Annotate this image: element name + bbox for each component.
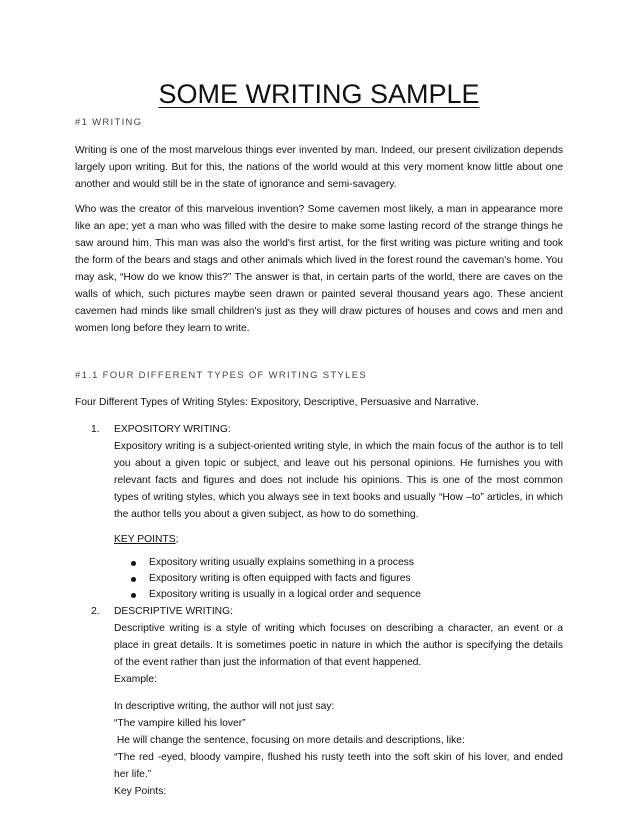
page-title-text: SOME WRITING SAMPLE [158, 79, 480, 109]
example-intro: In descriptive writing, the author will not just say: [114, 701, 335, 712]
bullet-text: Expository writing is often equipped with facts and figures [149, 573, 411, 584]
bullet-item [114, 587, 563, 603]
key-points-heading [114, 531, 563, 548]
list-item-title: EXPOSITORY WRITING: [114, 424, 231, 435]
paragraph-styles-intro: Four Different Types of Writing Styles: Expository, Descriptive, Persuasive and Narrative. [75, 397, 479, 408]
bullet-icon [131, 593, 136, 598]
list-item-description: Descriptive writing is a style of writing which focuses on describing a character, an event or a place in great details. It is sometimes poetic in nature in which the author is specifying the details of the event rather than just the information of that event happened. [114, 623, 563, 668]
key-points-suffix: ; [175, 534, 179, 545]
bullet-item [114, 571, 563, 587]
bullet-item [114, 555, 563, 571]
bullet-icon [131, 561, 136, 566]
page-title [75, 78, 563, 110]
paragraph-writing-creator: Who was the creator of this marvelous invention? Some cavemen most likely, a man in appearance more like an ape; yet a man who was filled with the desire to make some lasting record of the strange things he saw around him. This man was also the world's first artist, for the first writing was picture writing and took the form of the bears and stags and other animals which lived in the forest round the caveman's home. You may ask, “How do we know this?” The answer is that, in certain parts of the world, there are caves on the walls of which, such pictures maybe seen drawn or painted several thousand years ago. These ancient cavemen had minds like small children's just as they will draw pictures of houses and cows and men and women long before they learn to write. [75, 204, 563, 334]
list-item-descriptive [75, 603, 563, 800]
example-quote-long: “The red -eyed, bloody vampire, flushed his rusty teeth into the soft skin of his lover, and ended her life.” [114, 752, 563, 780]
writing-styles-list [75, 421, 563, 800]
section-heading-writing-styles: #1.1 FOUR DIFFERENT TYPES OF WRITING STYLES [75, 370, 368, 381]
bullet-text: Expository writing is usually in a logical order and sequence [149, 589, 421, 600]
list-item-title: DESCRIPTIVE WRITING: [114, 606, 233, 617]
list-item-expository [75, 421, 563, 603]
key-points-heading: Key Points: [114, 786, 167, 797]
example-quote-short: “The vampire killed his lover” [114, 718, 246, 729]
key-points-list [114, 555, 563, 603]
paragraph-writing-intro: Writing is one of the most marvelous things ever invented by man. Indeed, our present civilization depends largely upon writing. But for this, the nations of the world would at this very moment know little about one another and would still be in the state of ignorance and semi-savagery. [75, 145, 563, 190]
example-label: Example: [114, 674, 157, 685]
list-item-description: Expository writing is a subject-oriented writing style, in which the main focus of the author is to tell you about a given topic or subject, and leave out his personal opinions. He furnishes you with relevant facts and figures and does not include his opinions. This is one of the most common types of writing styles, which you always see in text books and usually “How –to” articles, in which the author tells you about a given subject, as how to do something. [114, 441, 563, 520]
example-change: He will change the sentence, focusing on more details and descriptions, like: [114, 735, 465, 746]
document-content [75, 78, 563, 800]
list-number: 2. [91, 606, 100, 617]
section-heading-writing: #1 WRITING [75, 117, 143, 128]
key-points-label: KEY POINTS [114, 534, 176, 545]
spacer [114, 688, 563, 698]
bullet-icon [131, 577, 136, 582]
list-number: 1. [91, 424, 100, 435]
bullet-text: Expository writing usually explains something in a process [149, 557, 414, 568]
